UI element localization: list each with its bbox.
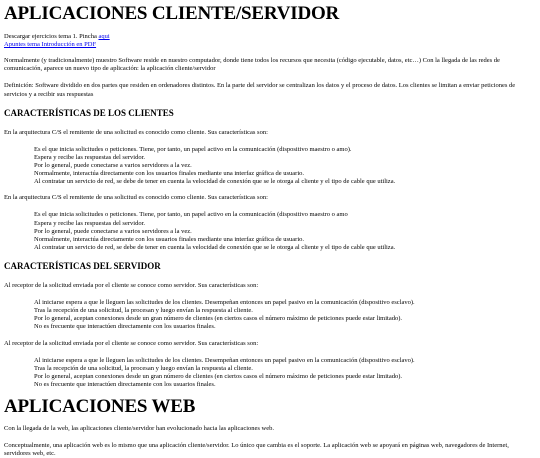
clients-list-2: [34, 211, 536, 252]
list-item: Al contratar un servicio de red, se debe de tener en cuenta la velocidad de conexión que se le otorga al cliente y el tipo de cable que utiliza.: [34, 178, 396, 186]
list-item: Normalmente, interactúa directamente con los usuarios finales mediante una interfaz gráfica de usuario.: [34, 170, 304, 178]
pdf-notes-link[interactable]: Apuntes tema Introducción en PDF: [4, 41, 97, 49]
list-item: No es frecuente que interactúen directamente con los usuarios finales.: [34, 323, 216, 331]
list-item: Espera y recibe las respuestas del servidor.: [34, 219, 146, 227]
page-title: APLICACIONES CLIENTE/SERVIDOR: [4, 3, 340, 24]
list-item: Por lo general, puede conectarse a varios servidores a la vez.: [34, 161, 192, 169]
list-item: Por lo general, aceptan conexiones desde un gran número de clientes (en ciertos casos el número máximo de peticiones puede estar limitado).: [34, 372, 403, 380]
server-intro-2: Al receptor de la solicitud enviada por el cliente se conoce como servidor. Sus características son:: [4, 339, 259, 347]
definition-paragraph: Definición: Software dividido en dos partes que residen en ordenadores distintos. En la parte del servidor se centralizan los datos y el proceso de datos. Los clientes se limitan a enviar peticiones de servicios y a recibir sus respuestas: [4, 82, 516, 98]
web-paragraph-2: Conceptualmente, una aplicación web es lo mismo que una aplicación cliente/servidor. Lo único que cambia es el soporte. La aplicación web se apoyará en páginas web, navegadores de Internet, servidores web, etc.: [4, 442, 509, 458]
intro-paragraph: Normalmente (y tradicionalmente) muestro Software reside en nuestro computador, donde tiene todos los recursos que necesita (código ejecutable, datos, etc…) Con la llegada de las redes de comunicación, aparece un nuevo tipo de aplicación: la aplicación cliente/servidor: [4, 57, 500, 73]
web-title: APLICACIONES WEB: [4, 396, 196, 418]
list-item: Es el que inicia solicitudes o peticiones. Tiene, por tanto, un papel activo en la comunicación (dispositivo maestro o amo).: [34, 145, 352, 153]
list-item: Por lo general, puede conectarse a varios servidores a la vez.: [34, 227, 192, 235]
download-links: [4, 33, 536, 49]
list-item: Al iniciarse espera a que le lleguen las solicitudes de los clientes. Desempeñan entonces un papel pasivo en la comunicación (dispositivo esclavo).: [34, 356, 415, 364]
clients-intro-2: En la arquitectura C/S el remitente de una solicitud es conocido como cliente. Sus características son:: [4, 194, 268, 202]
download-prefix: Descargar ejercicios tema 1. Pincha: [4, 32, 99, 40]
server-list-2: [34, 357, 536, 390]
list-item: No es frecuente que interactúen directamente con los usuarios finales.: [34, 381, 216, 389]
list-item: Tras la recepción de una solicitud, la procesan y luego envían la respuesta al cliente.: [34, 307, 253, 315]
clients-heading: CARACTERÍSTICAS DE LOS CLIENTES: [4, 107, 174, 118]
list-item: Es el que inicia solicitudes o peticiones. Tiene, por tanto, un papel activo en la comunicación (dispositivo maestro o amo: [34, 211, 348, 219]
list-item: Normalmente, interactúa directamente con los usuarios finales mediante una interfaz gráfica de usuario.: [34, 235, 304, 243]
server-list-1: [34, 299, 536, 332]
server-intro-1: Al receptor de la solicitud enviada por el cliente se conoce como servidor. Sus características son:: [4, 281, 259, 289]
web-paragraph-1: Con la llegada de la web, las aplicaciones cliente/servidor han evolucionado hacia las aplicaciones web.: [4, 425, 275, 433]
server-heading: CARACTERÍSTICAS DEL SERVIDOR: [4, 261, 161, 272]
list-item: Espera y recibe las respuestas del servidor.: [34, 153, 146, 161]
clients-list-1: [34, 146, 536, 187]
download-exercises-link[interactable]: aqui: [98, 32, 110, 40]
clients-intro-1: En la arquitectura C/S el remitente de una solicitud es conocido como cliente. Sus características son:: [4, 128, 268, 136]
list-item: Por lo general, aceptan conexiones desde un gran número de clientes (en ciertos casos el número máximo de peticiones puede estar limitado).: [34, 315, 403, 323]
list-item: Al iniciarse espera a que le lleguen las solicitudes de los clientes. Desempeñan entonces un papel pasivo en la comunicación (dispositivo esclavo).: [34, 299, 415, 307]
list-item: Al contratar un servicio de red, se debe de tener en cuenta la velocidad de conexión que se le otorga al cliente y el tipo de cable que utiliza.: [34, 243, 396, 251]
list-item: Tras la recepción de una solicitud, la procesan y luego envían la respuesta al cliente.: [34, 364, 253, 372]
